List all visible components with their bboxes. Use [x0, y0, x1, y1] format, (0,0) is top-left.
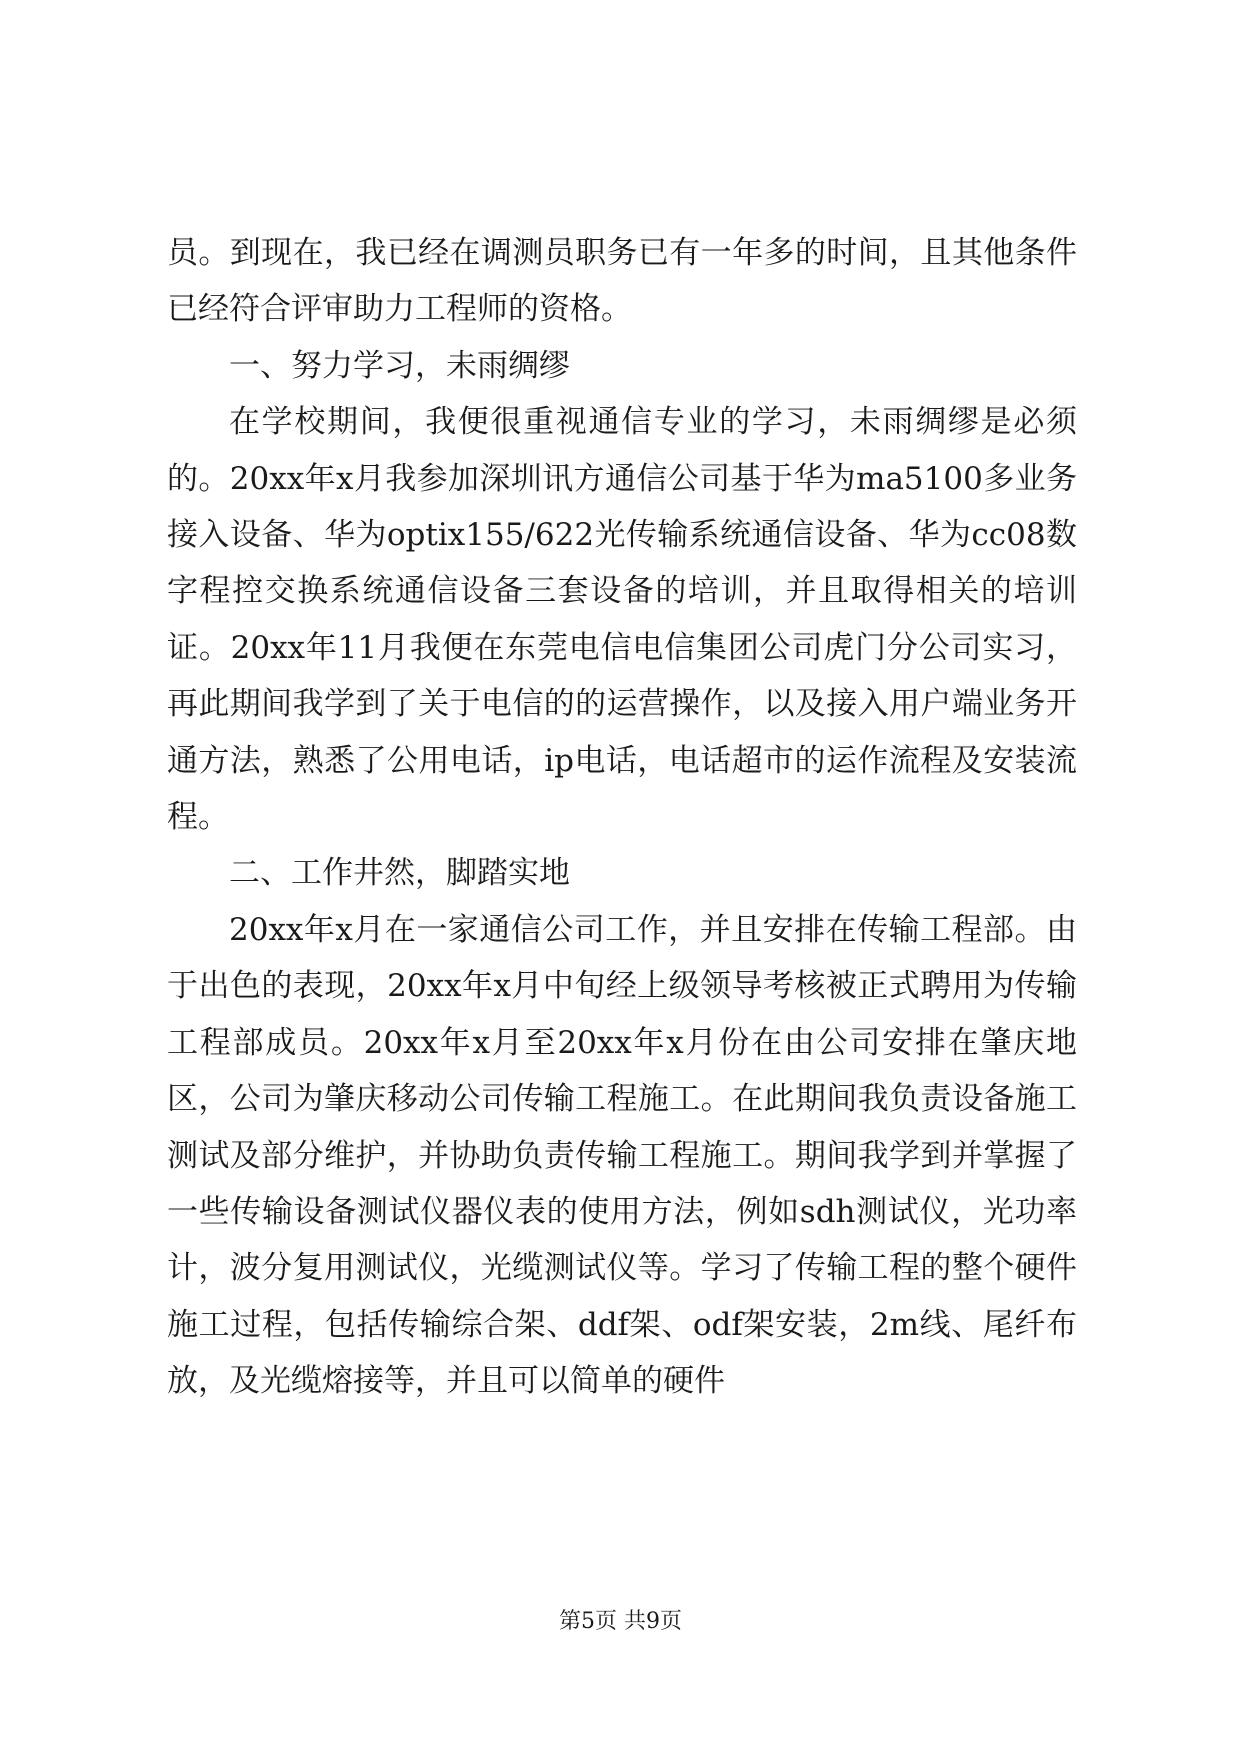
- paragraph-continuation: 员。到现在，我已经在调测员职务已有一年多的时间，且其他条件已经符合评审助力工程师的资格。: [167, 235, 1077, 328]
- paragraph-work: 20xx年x月在一家通信公司工作，并且安排在传输工程部。由于出色的表现，20xx年x月中旬经上级领导考核被正式聘用为传输工程部成员。20xx年x月至20xx年x月份在由公司安排在肇庆地区，公司为肇庆移动公司传输工程施工。在此期间我负责设备施工测试及部分维护，并协助负责传输工程施工。期间我学到并掌握了一些传输设备测试仪器仪表的使用方法，例如sdh测试仪，光功率计，波分复用测试仪，光缆测试仪等。学习了传输工程的整个硬件施工过程，包括传输综合架、ddf架、odf架安装，2m线、尾纤布放，及光缆熔接等，并且可以简单的硬件: [167, 911, 1077, 1400]
- paragraph-study: 在学校期间，我便很重视通信专业的学习，未雨绸缪是必须的。20xx年x月我参加深圳讯方通信公司基于华为ma5100多业务接入设备、华为optix155/622光传输系统通信设备、华为cc08数字程控交换系统通信设备三套设备的培训，并且取得相关的培训证。20xx年11月我便在东莞电信电信集团公司虎门分公司实习，再此期间我学到了关于电信的的运营操作，以及接入用户端业务开通方法，熟悉了公用电话，ip电话，电话超市的运作流程及安装流程。: [167, 404, 1077, 836]
- document-body: [167, 225, 1077, 1410]
- section-heading-2: 二、工作井然，脚踏实地: [229, 855, 570, 892]
- page-footer: 第5页 共9页: [559, 1609, 682, 1634]
- section-heading-1: 一、努力学习，未雨绸缪: [229, 347, 570, 384]
